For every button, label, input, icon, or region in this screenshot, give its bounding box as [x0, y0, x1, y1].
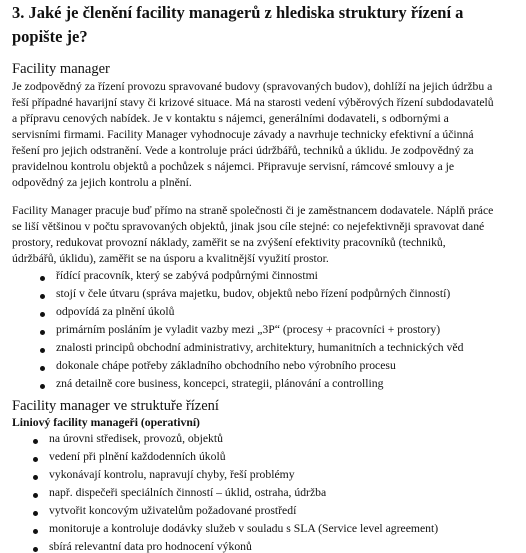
- text-line: údržbářů, úklidu), zaměřit se na úsporu a kvalitnější využití prostor.: [12, 252, 329, 265]
- question-title-line-1: 3. Jaké je členění facility managerů z hlediska struktury řízení a: [12, 3, 464, 22]
- bullet-icon: [40, 330, 45, 335]
- list-item: vedení při plnění každodenních úkolů: [49, 450, 226, 463]
- text-line: Je zodpovědný za řízení provozu spravované budovy (spravovaných budov), dohlíží na jejich údržbu a: [12, 80, 493, 93]
- bullet-icon: [40, 366, 45, 371]
- text-line: řeší případné havarijní stavy či krizové situace. Má na starosti vedení výběrových řízení subdodavatelů: [12, 96, 494, 109]
- text-line: prostory, redukovat provozní náklady, zaměřit se na zvýšení efektivity pracovníků (techniků,: [12, 236, 446, 249]
- bullet-icon: [40, 348, 45, 353]
- bullet-icon: [33, 439, 38, 444]
- list-item: vytvořit koncovým uživatelům požadované prostředí: [49, 504, 297, 517]
- list-item: odpovídá za plnění úkolů: [56, 305, 175, 318]
- text-line: pravidelnou kontrolu objektů a pochůzek s nájemci. Připravuje servisní, rámcové smlouvy a je: [12, 160, 455, 173]
- list-item: primárním posláním je vyladit vazby mezi „3P“ (procesy + pracovníci + prostory): [56, 323, 441, 336]
- text-line: odpovědný za jejich kontrolu a plnění.: [12, 176, 192, 189]
- bullet-icon: [33, 457, 38, 462]
- bullet-icon: [33, 529, 38, 534]
- text-line: servisními firmami. Facility Manager vyhodnocuje závady a navrhuje technicky efektivní a účinná: [12, 128, 474, 141]
- question-title-line-2: popište je?: [12, 27, 88, 46]
- bullet-icon: [40, 312, 45, 317]
- list-item: řídící pracovník, který se zabývá podpůrnými činnostmi: [56, 269, 318, 282]
- bullet-icon: [40, 276, 45, 281]
- bullet-icon: [33, 511, 38, 516]
- bullet-icon: [33, 493, 38, 498]
- list-item: zná detailně core business, koncepci, strategii, plánování a controlling: [56, 377, 384, 390]
- bullet-icon: [40, 294, 45, 299]
- list-item: na úrovni středisek, provozů, objektů: [49, 432, 223, 445]
- section-heading: Facility manager: [12, 61, 110, 77]
- list-item: stojí v čele útvaru (správa majetku, budov, objektů nebo řízení podpůrných činností): [56, 287, 451, 300]
- section-heading: Facility manager ve struktuře řízení: [12, 398, 219, 414]
- bullet-icon: [40, 384, 45, 389]
- bullet-icon: [33, 475, 38, 480]
- text-line: řešení pro jejich odstranění. Vede a kontroluje práci údržbářů, techniků a úklidu. Je zodpovědný za: [12, 144, 474, 157]
- text-line: Facility Manager pracuje buď přímo na straně společnosti či je zaměstnancem dodavatele. Náplň práce: [12, 204, 494, 217]
- list-item: monitoruje a kontroluje dodávky služeb v souladu s SLA (Service level agreement): [49, 522, 439, 535]
- bullet-icon: [33, 547, 38, 552]
- list-item: dokonale chápe potřeby základního obchodního nebo výrobního procesu: [56, 359, 396, 372]
- subheading: Liniový facility manageři (operativní): [12, 416, 200, 429]
- list-item: sbírá relevantní data pro hodnocení výkonů: [49, 540, 252, 553]
- list-item: vykonávají kontrolu, napravují chyby, řeší problémy: [49, 468, 295, 481]
- list-item: znalosti principů obchodní administrativy, architektury, humanitních a technických věd: [56, 341, 464, 354]
- list-item: např. dispečeři speciálních činností – úklid, ostraha, údržba: [49, 486, 327, 499]
- text-line: se liší většinou v počtu spravovaných objektů, jinak jsou cíle stejné: co nejefektivněji spravovat dané: [12, 220, 485, 233]
- text-line: a přípravu cenových nabídek. Je v kontaktu s nájemci, generálními dodavateli, s odbornými a: [12, 112, 449, 125]
